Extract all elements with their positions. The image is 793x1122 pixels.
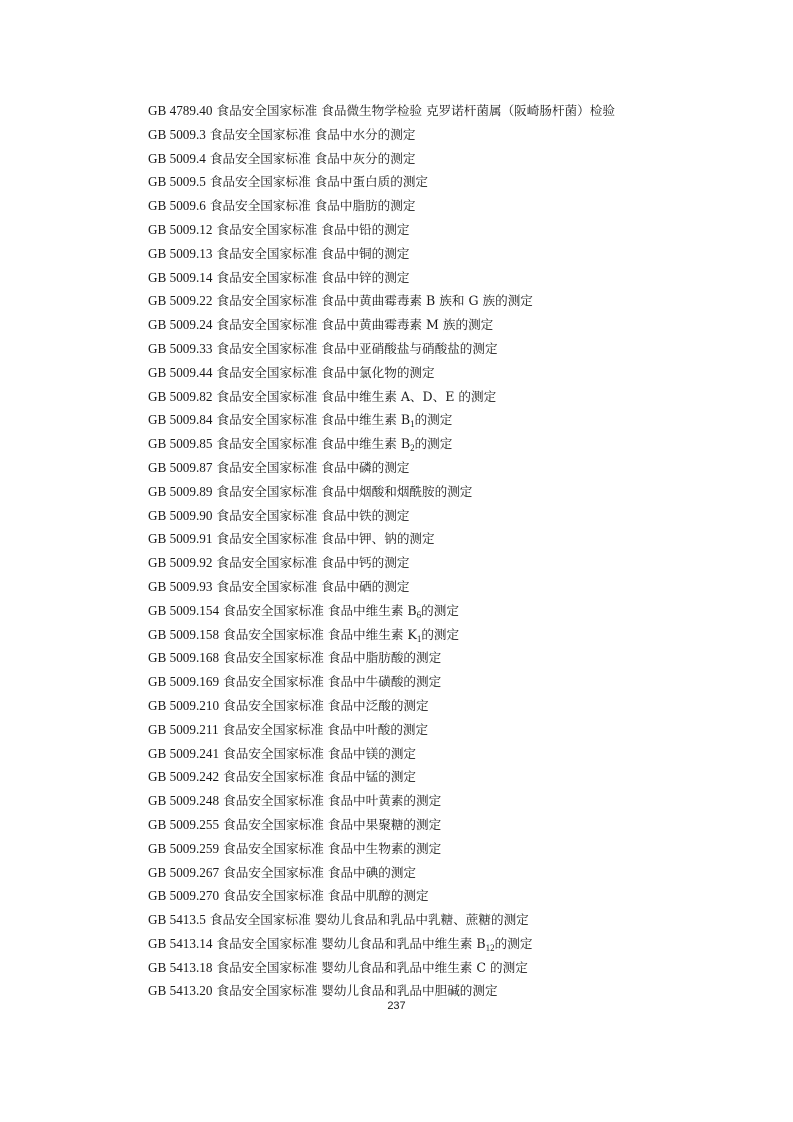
standard-title-tail: 的测定 bbox=[421, 626, 460, 642]
standard-title: 食品安全国家标准 婴幼儿食品和乳品中乳糖、蔗糖的测定 bbox=[209, 912, 529, 928]
standard-item bbox=[148, 408, 748, 432]
standard-title: 食品安全国家标准 食品中维生素 A、D、E 的测定 bbox=[216, 388, 497, 404]
standard-code: GB 5009.4 bbox=[148, 150, 206, 166]
standard-item bbox=[148, 670, 748, 694]
standard-title-tail: 的测定 bbox=[414, 412, 453, 428]
standard-item bbox=[148, 456, 748, 480]
page-number: 237 bbox=[387, 1000, 406, 1012]
standard-item bbox=[148, 527, 748, 551]
standard-title: 食品安全国家标准 食品中叶酸的测定 bbox=[222, 721, 429, 737]
standard-code: GB 5009.210 bbox=[148, 697, 220, 713]
standard-item bbox=[148, 718, 748, 742]
standard-code: GB 5413.14 bbox=[148, 935, 213, 951]
standard-item bbox=[148, 861, 748, 885]
standard-code: GB 5009.92 bbox=[148, 555, 213, 571]
standard-code: GB 5009.84 bbox=[148, 412, 213, 428]
standard-title: 食品安全国家标准 食品中肌醇的测定 bbox=[223, 888, 429, 904]
standard-code: GB 5009.90 bbox=[148, 507, 213, 523]
standard-item bbox=[148, 313, 748, 337]
standard-title: 食品安全国家标准 食品中维生素 K bbox=[223, 626, 417, 642]
standard-item bbox=[148, 908, 748, 932]
standard-item bbox=[148, 480, 748, 504]
standard-code: GB 5009.5 bbox=[148, 174, 206, 190]
standard-title: 食品安全国家标准 食品中牛磺酸的测定 bbox=[223, 674, 442, 690]
standard-title: 食品安全国家标准 食品中脂肪的测定 bbox=[209, 198, 416, 214]
standard-item bbox=[148, 123, 748, 147]
standard-code: GB 5009.12 bbox=[148, 221, 213, 237]
standard-code: GB 5009.85 bbox=[148, 436, 213, 452]
standard-title: 食品安全国家标准 食品中碘的测定 bbox=[223, 864, 417, 880]
standard-title: 食品安全国家标准 食品中泛酸的测定 bbox=[223, 697, 429, 713]
standard-item bbox=[148, 623, 748, 647]
standard-item bbox=[148, 789, 748, 813]
standard-item bbox=[148, 742, 748, 766]
standard-code: GB 5009.242 bbox=[148, 769, 220, 785]
standard-code: GB 5009.22 bbox=[148, 293, 213, 309]
standard-title: 食品安全国家标准 食品中钾、钠的测定 bbox=[216, 531, 435, 547]
standard-title: 食品安全国家标准 食品中烟酸和烟酰胺的测定 bbox=[216, 483, 473, 499]
standard-code: GB 5009.87 bbox=[148, 459, 213, 475]
standard-title: 食品安全国家标准 食品中锌的测定 bbox=[216, 269, 410, 285]
standard-code: GB 5009.82 bbox=[148, 388, 213, 404]
subscript: 1 bbox=[416, 633, 422, 644]
standard-code: GB 5009.33 bbox=[148, 340, 213, 356]
subscript: 2 bbox=[410, 443, 415, 454]
standard-title: 食品安全国家标准 食品中维生素 B bbox=[216, 412, 411, 428]
standard-title: 食品安全国家标准 食品中铜的测定 bbox=[216, 245, 410, 261]
standard-item bbox=[148, 218, 748, 242]
standard-item bbox=[148, 551, 748, 575]
standard-item bbox=[148, 194, 748, 218]
standard-title: 食品安全国家标准 食品中铁的测定 bbox=[216, 507, 410, 523]
standard-item bbox=[148, 813, 748, 837]
standard-code: GB 5009.211 bbox=[148, 721, 219, 737]
standard-code: GB 5009.259 bbox=[148, 840, 220, 856]
standard-title-tail: 的测定 bbox=[494, 935, 533, 951]
standard-item bbox=[148, 694, 748, 718]
standard-title: 食品安全国家标准 食品中硒的测定 bbox=[216, 578, 410, 594]
standard-item bbox=[148, 504, 748, 528]
standard-item bbox=[148, 575, 748, 599]
standard-code: GB 5413.18 bbox=[148, 959, 213, 975]
standard-item bbox=[148, 170, 748, 194]
standard-code: GB 5009.270 bbox=[148, 888, 220, 904]
standards-list bbox=[148, 99, 748, 1003]
standard-title: 食品安全国家标准 食品中叶黄素的测定 bbox=[223, 793, 442, 809]
standard-title: 食品安全国家标准 食品中果聚糖的测定 bbox=[223, 816, 442, 832]
standard-code: GB 5009.44 bbox=[148, 364, 213, 380]
standard-item bbox=[148, 266, 748, 290]
standard-title: 食品安全国家标准 食品中黄曲霉毒素 B 族和 G 族的测定 bbox=[216, 293, 533, 309]
standard-code: GB 5009.267 bbox=[148, 864, 220, 880]
standard-title: 食品安全国家标准 食品中亚硝酸盐与硝酸盐的测定 bbox=[216, 340, 498, 356]
standard-title: 食品安全国家标准 食品中水分的测定 bbox=[209, 126, 416, 142]
standard-title: 食品安全国家标准 食品中维生素 B bbox=[216, 436, 411, 452]
standard-title: 食品安全国家标准 食品中磷的测定 bbox=[216, 459, 410, 475]
standard-item bbox=[148, 147, 748, 171]
standard-code: GB 5009.89 bbox=[148, 483, 213, 499]
subscript: 1 bbox=[410, 419, 415, 430]
standard-title: 食品安全国家标准 食品中脂肪酸的测定 bbox=[223, 650, 442, 666]
standard-code: GB 5009.3 bbox=[148, 126, 206, 142]
standard-item bbox=[148, 361, 748, 385]
standard-code: GB 5413.20 bbox=[148, 983, 213, 999]
standard-title: 食品安全国家标准 食品中灰分的测定 bbox=[209, 150, 416, 166]
standard-item bbox=[148, 99, 748, 123]
standard-item bbox=[148, 837, 748, 861]
standard-code: GB 5009.168 bbox=[148, 650, 220, 666]
standard-code: GB 5009.13 bbox=[148, 245, 213, 261]
standard-item bbox=[148, 289, 748, 313]
standard-title: 食品安全国家标准 食品中锰的测定 bbox=[223, 769, 417, 785]
standard-item bbox=[148, 884, 748, 908]
standard-code: GB 5009.248 bbox=[148, 793, 220, 809]
standard-title: 食品安全国家标准 婴幼儿食品和乳品中维生素 C 的测定 bbox=[216, 959, 528, 975]
standard-code: GB 5009.255 bbox=[148, 816, 220, 832]
standard-item bbox=[148, 599, 748, 623]
standard-item bbox=[148, 956, 748, 980]
standard-item bbox=[148, 932, 748, 956]
standard-title: 食品安全国家标准 食品中蛋白质的测定 bbox=[209, 174, 429, 190]
standard-title: 食品安全国家标准 食品中维生素 B bbox=[223, 602, 417, 618]
standard-code: GB 5009.24 bbox=[148, 317, 213, 333]
standard-title: 食品安全国家标准 食品中生物素的测定 bbox=[223, 840, 442, 856]
standard-title: 食品安全国家标准 食品中黄曲霉毒素 M 族的测定 bbox=[216, 317, 494, 333]
standard-item bbox=[148, 242, 748, 266]
standard-code: GB 5009.6 bbox=[148, 198, 206, 214]
standard-title-tail: 的测定 bbox=[421, 602, 459, 618]
subscript: 12 bbox=[485, 942, 495, 953]
standard-code: GB 5009.154 bbox=[148, 602, 220, 618]
standard-code: GB 5009.241 bbox=[148, 745, 220, 761]
standard-title: 食品安全国家标准 婴幼儿食品和乳品中胆碱的测定 bbox=[216, 983, 498, 999]
standard-item bbox=[148, 337, 748, 361]
standard-code: GB 5009.169 bbox=[148, 674, 220, 690]
standard-item bbox=[148, 385, 748, 409]
standard-code: GB 5009.93 bbox=[148, 578, 213, 594]
standard-item bbox=[148, 432, 748, 456]
standard-item bbox=[148, 765, 748, 789]
standard-code: GB 5009.158 bbox=[148, 626, 220, 642]
standard-item bbox=[148, 646, 748, 670]
standard-code: GB 5413.5 bbox=[148, 912, 206, 928]
subscript: 6 bbox=[416, 609, 422, 620]
standard-title: 食品安全国家标准 食品中镁的测定 bbox=[223, 745, 417, 761]
standard-title: 食品安全国家标准 婴幼儿食品和乳品中维生素 B bbox=[216, 935, 486, 951]
standard-code: GB 4789.40 bbox=[148, 103, 213, 118]
standard-title: 食品安全国家标准 食品中铅的测定 bbox=[216, 221, 410, 237]
standard-title-tail: 的测定 bbox=[414, 436, 453, 452]
standard-title: 食品安全国家标准 食品微生物学检验 克罗诺杆菌属（阪崎肠杆菌）检验 bbox=[216, 103, 615, 118]
standard-title: 食品安全国家标准 食品中氯化物的测定 bbox=[216, 364, 435, 380]
standard-code: GB 5009.91 bbox=[148, 531, 213, 547]
standard-title: 食品安全国家标准 食品中钙的测定 bbox=[216, 555, 410, 571]
standard-code: GB 5009.14 bbox=[148, 269, 213, 285]
